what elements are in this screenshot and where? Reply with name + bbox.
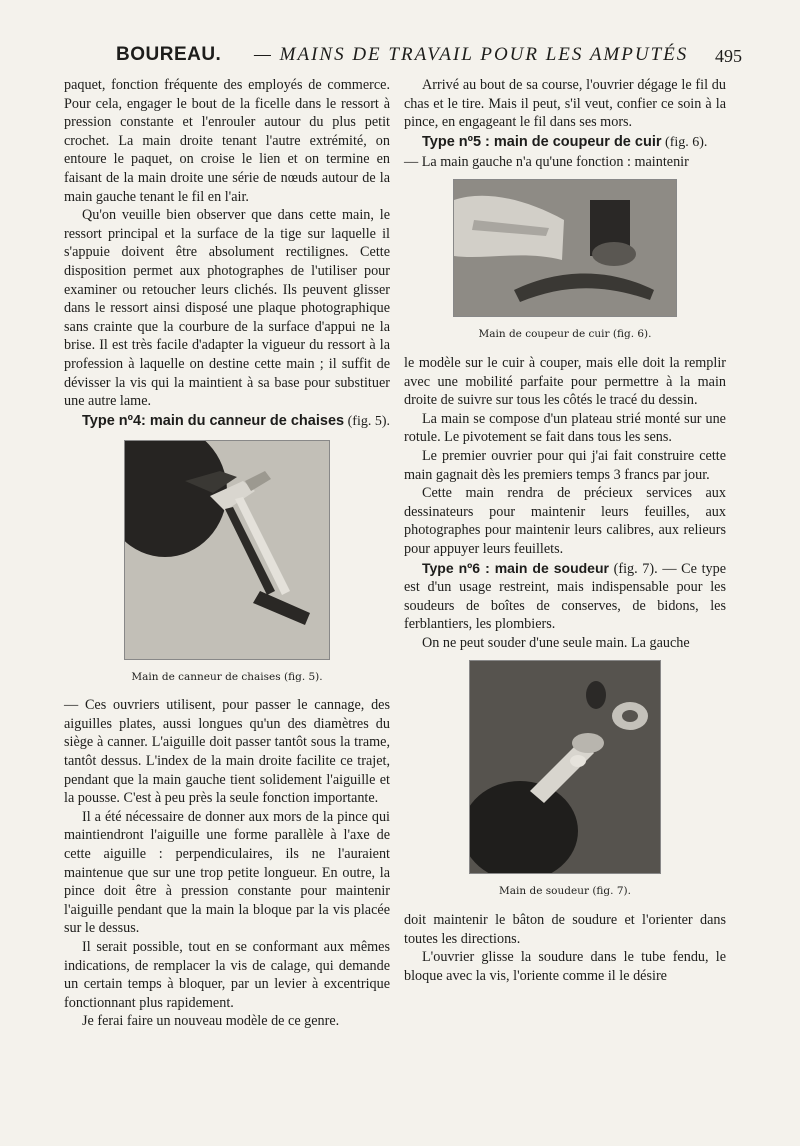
- heading-text: Type nº6 : main de soudeur: [422, 559, 609, 576]
- figure-6: [404, 179, 726, 344]
- photo-illustration: [470, 661, 660, 873]
- paragraph: le modèle sur le cuir à couper, mais elle doit la remplir avec une mobilité parfaite pour permettre à la main droite de suivre sur tous les côtés le tracé du dessin.: [404, 354, 726, 409]
- paragraph: Je ferai faire un nouveau modèle de ce genre.: [82, 1013, 340, 1030]
- photo-leather-cutter-hand: [453, 179, 677, 317]
- figure-5: [64, 440, 390, 687]
- left-column: [64, 76, 390, 1031]
- paragraph: — Ces ouvriers utilisent, pour passer le cannage, des aiguilles plates, aussi longues qu'un des diamètres du siège à canner. L'aiguille doit passer tantôt sous la trame, tantôt dessus. L'index de la main droite facilite ce trajet, pendant que la main gauche tient solidement l'aiguille et la pousse. C'est à peu près la seule fonction importante.: [64, 697, 390, 807]
- paragraph: Le premier ouvrier pour qui j'ai fait construire cette main gagnait dès les premiers temps 3 francs par jour.: [404, 447, 726, 483]
- photo-illustration: [454, 180, 676, 316]
- figure-caption: Main de coupeur de cuir (fig. 6).: [478, 328, 652, 341]
- figure-caption: Main de canneur de chaises (fig. 5).: [131, 670, 323, 683]
- paragraph: Il serait possible, tout en se conformant aux mêmes indications, de remplacer la vis de calage, qui demande un certain temps à bloquer, par un levier à excentrique fonctionnant plus rapidement.: [64, 939, 390, 1011]
- heading-text: Type nº4: main du canneur de chaises: [82, 412, 345, 429]
- paragraph: L'ouvrier glisse la soudure dans le tube fendu, le bloque avec la vis, l'oriente comme il le désire: [404, 949, 726, 984]
- paragraph: paquet, fonction fréquente des employés de commerce. Pour cela, engager le bout de la ficelle dans le ressort à pression constante et l'enrouler autour du plus petit crochet. La main droite tenant l'autre extrémité, on entoure le paquet, on croise le lien et on termine en faisant de la main droite une série de nœuds autour de la main gauche tenant le fil en l'air.: [64, 77, 390, 205]
- figure-7: [404, 660, 726, 901]
- paragraph: Cette main rendra de précieux services aux dessinateurs pour maintenir leurs feuilles, aux photographes pour maintenir leurs calibres, aux relieurs pour appuyer leurs feuillets.: [404, 485, 726, 557]
- page-header: [66, 44, 742, 72]
- figure-caption: Main de soudeur (fig. 7).: [499, 885, 631, 898]
- figure-reference: (fig. 5).: [347, 413, 391, 429]
- page-number: 495: [715, 46, 742, 66]
- paragraph: Il a été nécessaire de donner aux mors de la pince qui maintiendront l'aiguille une forme parallèle à l'axe de cette aiguille : perpendiculaires, ils ne l'auraient maintenue que sur une trop petite longueur. En outre, la pince doit être à pression constante pour maintenir l'aiguille pendant que la main la bloque par la vis placée sur le dessus.: [64, 808, 390, 937]
- paragraph: La main se compose d'un plateau strié monté sur une rotule. Le pivotement se fait dans tous les sens.: [404, 410, 726, 446]
- running-head-title: — MAINS DE TRAVAIL POUR LES AMPUTÉS: [254, 44, 689, 65]
- section-heading-type5: [404, 132, 726, 153]
- running-head-author: BOUREAU.: [116, 44, 222, 65]
- heading-text: Type nº5 : main de coupeur de cuir: [422, 133, 662, 150]
- figure-reference: (fig. 6).: [665, 134, 708, 150]
- section-heading-type4: [64, 411, 390, 432]
- photo-chair-caner-hand: [124, 440, 330, 660]
- paragraph: doit maintenir le bâton de soudure et l'orienter dans toutes les directions.: [404, 912, 726, 947]
- photo-illustration: [125, 441, 329, 659]
- section-heading-type6: [404, 559, 726, 634]
- right-column: [404, 76, 726, 985]
- photo-welder-hand: [469, 660, 661, 874]
- paragraph: — La main gauche n'a qu'une fonction : maintenir: [404, 153, 689, 170]
- paragraph: Arrivé au bout de sa course, l'ouvrier dégage le fil du chas et le tire. Mais il peut, s'il veut, confier ce soin à la pince, en engageant le fil dans ses mors.: [404, 77, 726, 131]
- paragraph: Qu'on veuille bien observer que dans cette main, le ressort principal et la surface de la tige sur laquelle il s'appuie doivent être absolument rectilignes. Cette disposition permet aux photographes de l'utiliser pour examiner ou retoucher leurs clichés. Ils peuvent glisser dans le ressort ainsi disposé une plaque photographique sans crainte que la courbure de la surface d'appui ne la brise. Il est très facile d'adapter la vigueur du ressort à la profession à laquelle on destine cette main ; il suffit de dévisser la vis qui la maintient à sa base pour substituer une autre lame.: [64, 207, 390, 410]
- paragraph: (fig. 7). — Ce type est d'un usage restreint, mais indispensable pour les soudeurs de boîtes de conserves, de bidons, les ferblantiers, les plombiers.: [404, 560, 726, 633]
- paragraph: On ne peut souder d'une seule main. La gauche: [422, 634, 690, 651]
